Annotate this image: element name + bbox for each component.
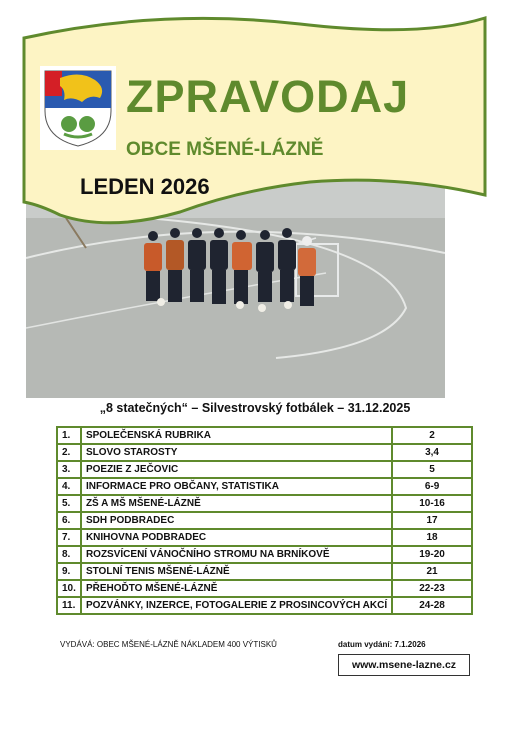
toc-number: 6. bbox=[57, 512, 81, 529]
table-of-contents bbox=[56, 426, 473, 615]
toc-title: SPOLEČENSKÁ RUBRIKA bbox=[81, 427, 392, 444]
toc-number: 3. bbox=[57, 461, 81, 478]
publisher-note: VYDÁVÁ: OBEC MŠENÉ-LÁZNĚ NÁKLADEM 400 VÝTISKŮ bbox=[60, 640, 277, 649]
toc-number: 11. bbox=[57, 597, 81, 614]
website-link[interactable]: www.msene-lazne.cz bbox=[338, 654, 470, 676]
table-row bbox=[57, 529, 472, 546]
issue-label: LEDEN 2026 bbox=[80, 174, 210, 199]
table-row bbox=[57, 546, 472, 563]
toc-number: 7. bbox=[57, 529, 81, 546]
toc-pages: 22-23 bbox=[392, 580, 472, 597]
table-row bbox=[57, 597, 472, 614]
toc-number: 4. bbox=[57, 478, 81, 495]
table-row bbox=[57, 461, 472, 478]
toc-number: 8. bbox=[57, 546, 81, 563]
toc-pages: 10-16 bbox=[392, 495, 472, 512]
toc-title: SLOVO STAROSTY bbox=[81, 444, 392, 461]
table-row bbox=[57, 563, 472, 580]
newsletter-title: ZPRAVODAJ bbox=[126, 71, 410, 122]
table-row bbox=[57, 580, 472, 597]
toc-title: STOLNÍ TENIS MŠENÉ-LÁZNĚ bbox=[81, 563, 392, 580]
issue-date: datum vydání: 7.1.2026 bbox=[338, 640, 426, 649]
toc-title: SDH PODBRADEC bbox=[81, 512, 392, 529]
toc-title: ROZSVÍCENÍ VÁNOČNÍHO STROMU NA BRNÍKOVĚ bbox=[81, 546, 392, 563]
toc-title: KNIHOVNA PODBRADEC bbox=[81, 529, 392, 546]
toc-pages: 5 bbox=[392, 461, 472, 478]
toc-title: POEZIE Z JEČOVIC bbox=[81, 461, 392, 478]
toc-pages: 18 bbox=[392, 529, 472, 546]
toc-pages: 21 bbox=[392, 563, 472, 580]
table-row bbox=[57, 427, 472, 444]
toc-pages: 24-28 bbox=[392, 597, 472, 614]
table-row bbox=[57, 478, 472, 495]
table-row bbox=[57, 444, 472, 461]
coat-of-arms-icon bbox=[40, 66, 116, 150]
toc-pages: 2 bbox=[392, 427, 472, 444]
toc-title: POZVÁNKY, INZERCE, FOTOGALERIE Z PROSINCOVÝCH AKCÍ bbox=[81, 597, 392, 614]
toc-pages: 17 bbox=[392, 512, 472, 529]
toc-number: 9. bbox=[57, 563, 81, 580]
photo-caption: „8 statečných“ – Silvestrovský fotbálek – 31.12.2025 bbox=[99, 401, 411, 415]
toc-pages: 3,4 bbox=[392, 444, 472, 461]
toc-pages: 6-9 bbox=[392, 478, 472, 495]
table-row bbox=[57, 495, 472, 512]
toc-number: 5. bbox=[57, 495, 81, 512]
toc-pages: 19-20 bbox=[392, 546, 472, 563]
table-row bbox=[57, 512, 472, 529]
toc-number: 10. bbox=[57, 580, 81, 597]
toc-number: 2. bbox=[57, 444, 81, 461]
toc-title: PŘEHOĎTO MŠENÉ-LÁZNĚ bbox=[81, 580, 392, 597]
toc-title: ZŠ A MŠ MŠENÉ-LÁZNĚ bbox=[81, 495, 392, 512]
toc-title: INFORMACE PRO OBČANY, STATISTIKA bbox=[81, 478, 392, 495]
municipality-name: OBCE MŠENÉ-LÁZNĚ bbox=[126, 139, 324, 160]
toc-number: 1. bbox=[57, 427, 81, 444]
